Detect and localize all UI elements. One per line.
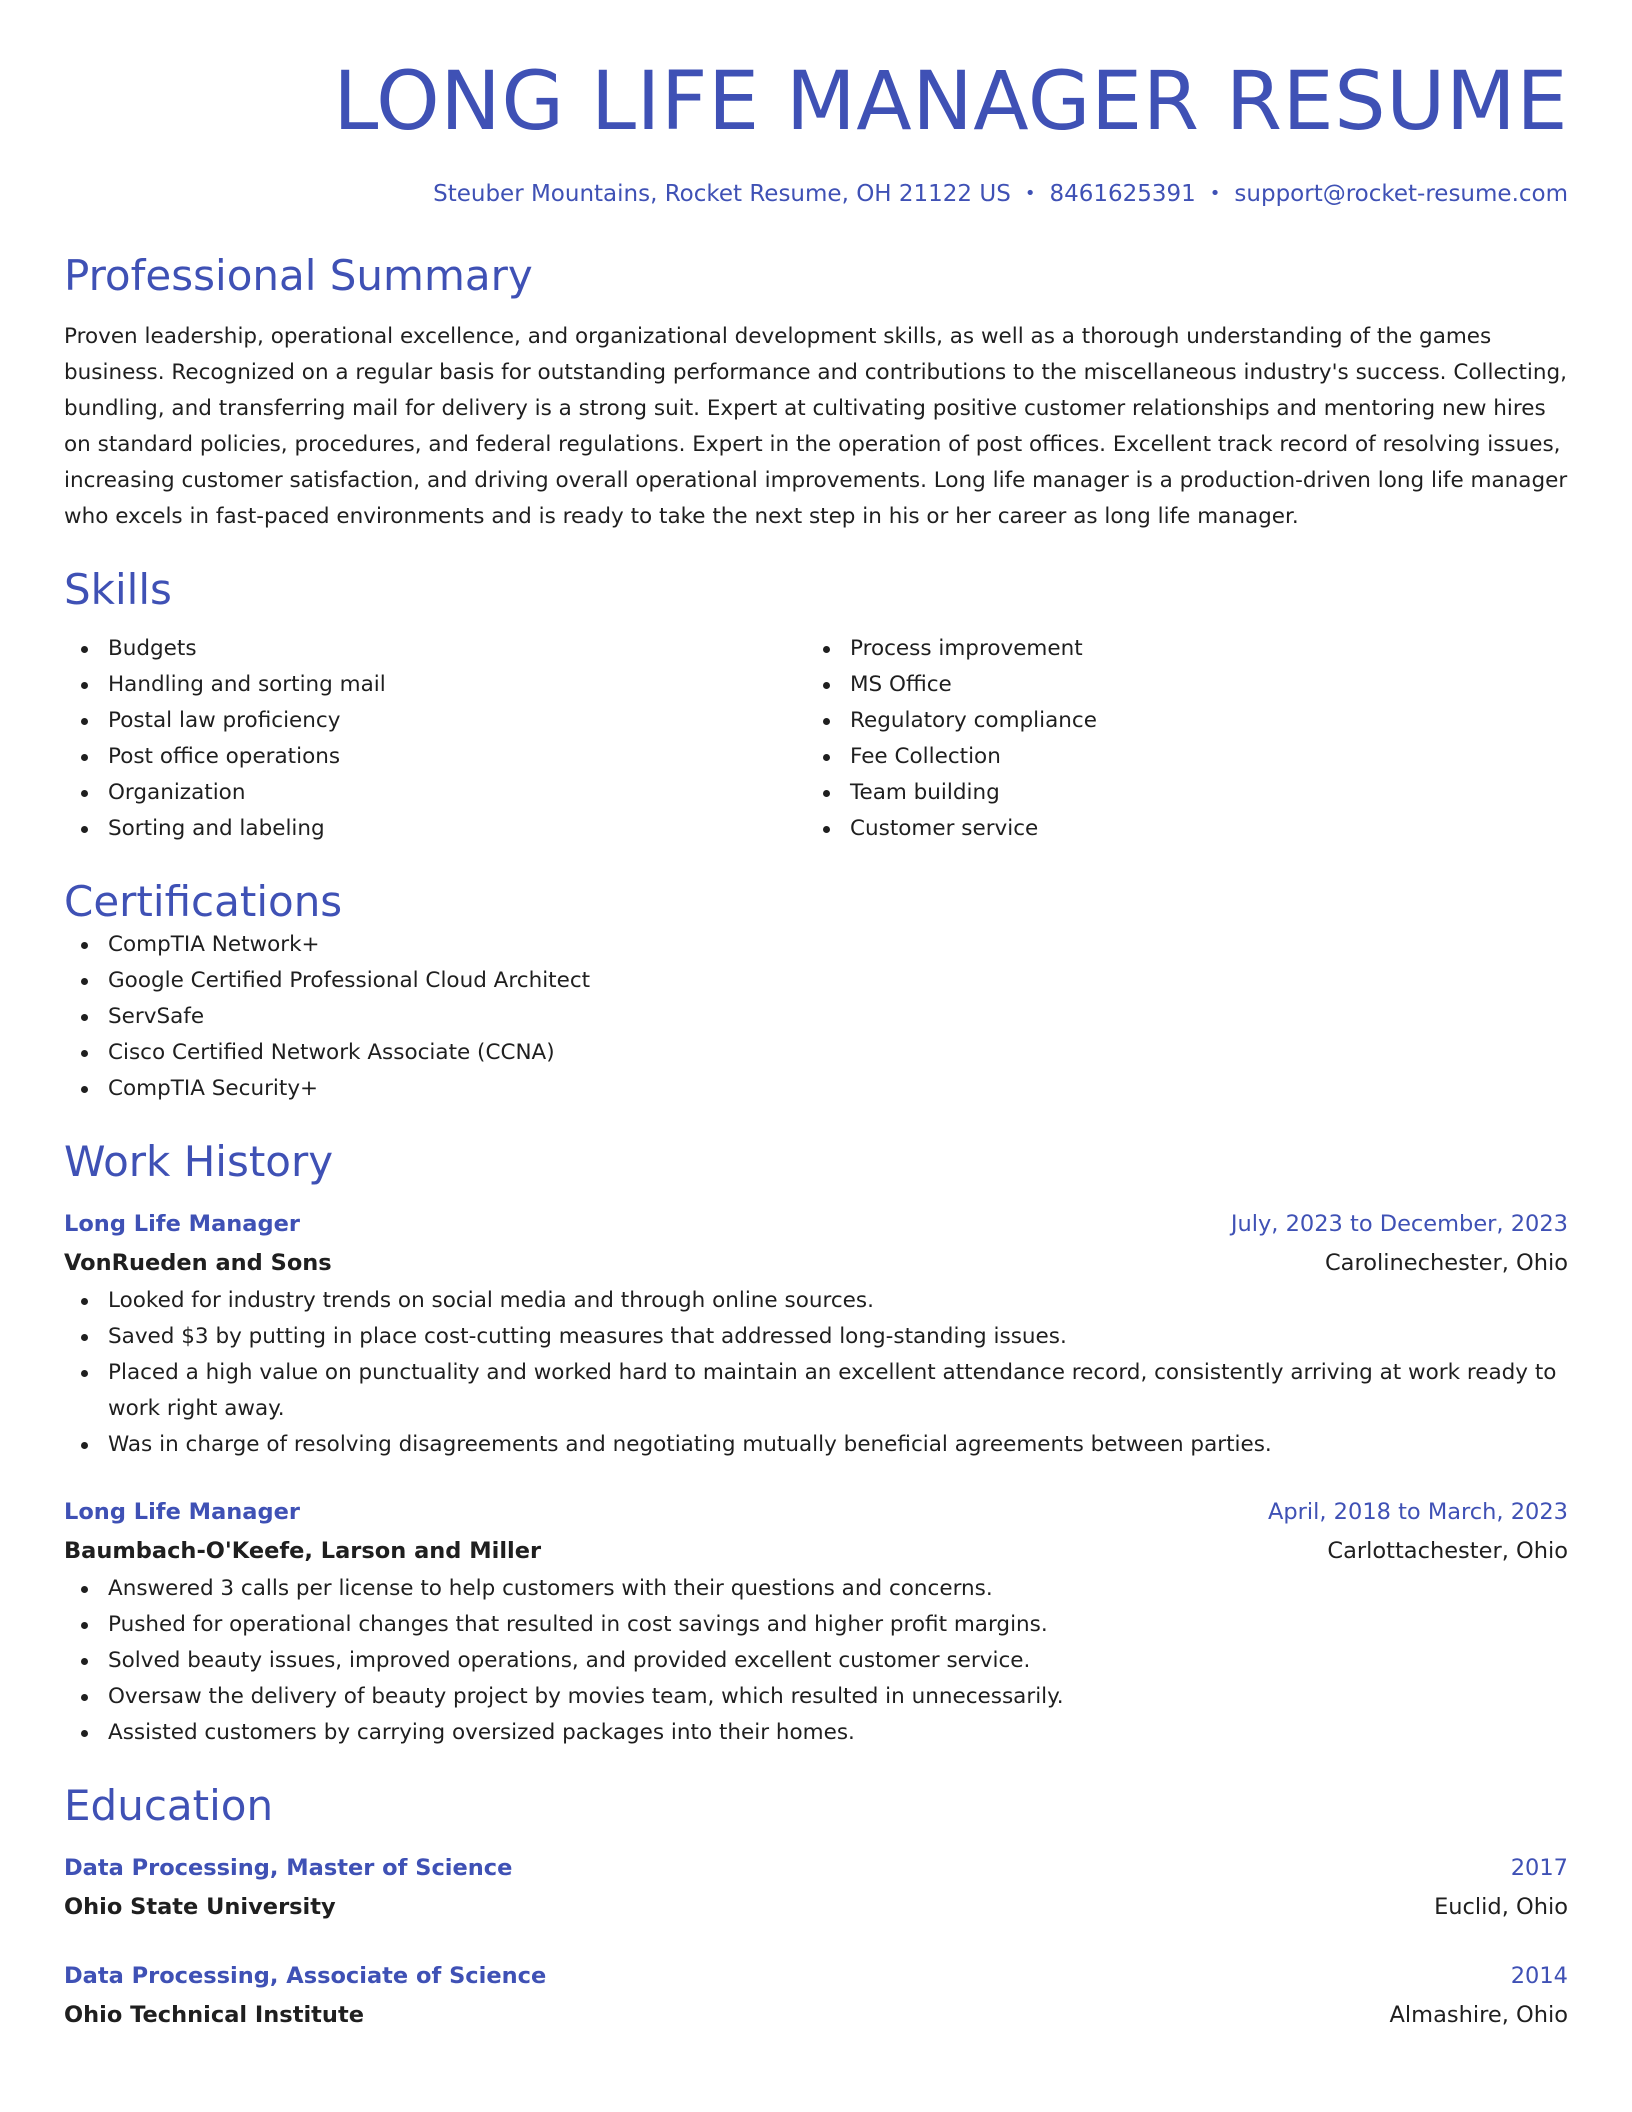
skill-item: Fee Collection <box>806 739 1548 775</box>
job-dates: July, 2023 to December, 2023 <box>1230 1211 1568 1237</box>
education-location: Almashire, Ohio <box>1389 2002 1568 2028</box>
job-title-row <box>64 1205 1568 1243</box>
job-bullet: Looked for industry trends on social media and through online sources. <box>64 1283 1568 1319</box>
job-company: Baumbach-O'Keefe, Larson and Miller <box>64 1538 542 1564</box>
summary-heading: Professional Summary <box>64 251 533 300</box>
education-year: 2014 <box>1510 1963 1568 1989</box>
contact-separator: • <box>1024 183 1036 204</box>
work-history-heading: Work History <box>64 1137 334 1186</box>
job-location: Carlottachester, Ohio <box>1327 1538 1568 1564</box>
skills-list <box>64 631 1568 847</box>
skill-item: Team building <box>806 775 1548 811</box>
skill-item: MS Office <box>806 667 1548 703</box>
job-bullet: Oversaw the delivery of beauty project by movies team, which resulted in unnecessarily. <box>64 1679 1568 1715</box>
job-bullet: Placed a high value on punctuality and worked hard to maintain an excellent attendance record, consistently arriving at work ready to work right away. <box>64 1355 1568 1427</box>
education-heading: Education <box>64 1781 274 1830</box>
resume-header <box>64 56 1568 209</box>
job-entry <box>64 1493 1568 1751</box>
education-school-row <box>64 1887 1568 1927</box>
summary-text: Proven leadership, operational excellence, and organizational development skills, as well as a thorough understanding of the games business. Recognized on a regular basis for outstanding performance and contributions to the miscellaneous industry's success. Collecting, bundling, and transferring mail for delivery is a strong suit. Expert at cultivating positive customer relationships and mentoring new hires on standard policies, procedures, and federal regulations. Expert in the operation of post offices. Excellent track record of resolving issues, increasing customer satisfaction, and driving overall operational improvements. Long life manager is a production-driven long life manager who excels in fast-paced environments and is ready to take the next step in his or her career as long life manager. <box>64 324 1568 529</box>
skill-item: Handling and sorting mail <box>64 667 806 703</box>
job-company-row <box>64 1243 1568 1283</box>
education-year: 2017 <box>1510 1855 1568 1881</box>
job-bullet: Pushed for operational changes that resulted in cost savings and higher profit margins. <box>64 1607 1568 1643</box>
education-entry <box>64 1849 1568 1927</box>
job-bullet: Assisted customers by carrying oversized packages into their homes. <box>64 1715 1568 1751</box>
education-degree: Data Processing, Associate of Science <box>64 1963 547 1989</box>
contact-address: Steuber Mountains, Rocket Resume, OH 21122 US <box>433 181 1011 207</box>
skill-item: Postal law proficiency <box>64 703 806 739</box>
contact-phone[interactable]: 8461625391 <box>1049 181 1196 207</box>
skill-item: Customer service <box>806 811 1548 847</box>
job-bullet: Answered 3 calls per license to help customers with their questions and concerns. <box>64 1571 1568 1607</box>
education-location: Euclid, Ohio <box>1434 1894 1568 1920</box>
certification-item: CompTIA Network+ <box>64 927 1568 963</box>
job-location: Carolinechester, Ohio <box>1324 1250 1568 1276</box>
education-degree: Data Processing, Master of Science <box>64 1855 513 1881</box>
job-title: Long Life Manager <box>64 1211 300 1237</box>
certification-item: ServSafe <box>64 999 1568 1035</box>
job-title: Long Life Manager <box>64 1499 300 1525</box>
skill-item: Budgets <box>64 631 806 667</box>
job-company-row <box>64 1531 1568 1571</box>
certifications-heading: Certifications <box>64 877 343 926</box>
contact-line <box>64 179 1568 209</box>
education-entry <box>64 1957 1568 2035</box>
job-bullet: Was in charge of resolving disagreements and negotiating mutually beneficial agreements between parties. <box>64 1427 1568 1463</box>
education-school: Ohio Technical Institute <box>64 2002 364 2028</box>
skill-item: Sorting and labeling <box>64 811 806 847</box>
resume-name: LONG LIFE MANAGER RESUME <box>333 55 1568 149</box>
education-school: Ohio State University <box>64 1894 336 1920</box>
education-degree-row <box>64 1957 1568 1995</box>
certification-item: Google Certified Professional Cloud Architect <box>64 963 1568 999</box>
skills-heading: Skills <box>64 565 172 614</box>
skills-column-right <box>806 631 1548 847</box>
education-school-row <box>64 1995 1568 2035</box>
skill-item: Regulatory compliance <box>806 703 1548 739</box>
skill-item: Post office operations <box>64 739 806 775</box>
skills-column-left <box>64 631 806 847</box>
certification-item: Cisco Certified Network Associate (CCNA) <box>64 1035 1568 1071</box>
certifications-list <box>64 927 1568 1107</box>
job-bullet: Solved beauty issues, improved operations, and provided excellent customer service. <box>64 1643 1568 1679</box>
skill-item: Process improvement <box>806 631 1548 667</box>
skill-item: Organization <box>64 775 806 811</box>
job-bullet-list <box>64 1283 1568 1463</box>
job-dates: April, 2018 to March, 2023 <box>1267 1499 1568 1525</box>
contact-email[interactable]: support@rocket-resume.com <box>1234 181 1568 207</box>
job-bullet-list <box>64 1571 1568 1751</box>
job-title-row <box>64 1493 1568 1531</box>
job-company: VonRueden and Sons <box>64 1250 332 1276</box>
certification-item: CompTIA Security+ <box>64 1071 1568 1107</box>
job-entry <box>64 1205 1568 1463</box>
contact-separator: • <box>1209 183 1221 204</box>
job-bullet: Saved $3 by putting in place cost-cutting measures that addressed long-standing issues. <box>64 1319 1568 1355</box>
education-degree-row <box>64 1849 1568 1887</box>
